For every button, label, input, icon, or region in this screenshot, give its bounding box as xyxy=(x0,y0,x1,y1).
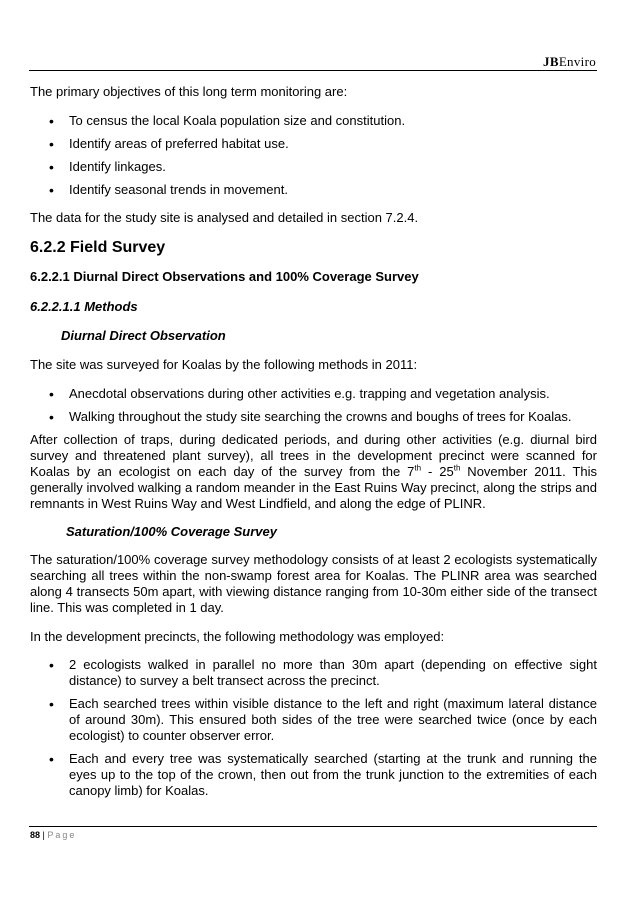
methods-list xyxy=(30,386,597,425)
footer-separator: | xyxy=(40,830,48,840)
list-item: • 2 ecologists walked in parallel no more than 30m apart (depending on effective sight distance) to survey a belt transect across the precinct. xyxy=(30,657,597,689)
page-body xyxy=(30,84,597,799)
intro-text: The primary objectives of this long term monitoring are: xyxy=(30,84,348,99)
list-item: • Walking throughout the study site searching the crowns and boughs of trees for Koalas. xyxy=(30,409,597,425)
development-text: In the development precincts, the following methodology was employed: xyxy=(30,629,445,644)
list-item: • To census the local Koala population size and constitution. xyxy=(30,113,597,129)
header-brand xyxy=(543,54,596,70)
dev-steps-list xyxy=(30,657,597,799)
objectives-list xyxy=(30,113,597,198)
list-item: • Each and every tree was systematically searched (starting at the trunk and running the eyes up to the top of the crown, then out from the trunk junction to the extremities of each canopy limb) for Koalas. xyxy=(30,751,597,799)
subheading-diurnal: Diurnal Direct Observation xyxy=(61,328,226,343)
list-item: • Identify seasonal trends in movement. xyxy=(30,182,597,198)
after-text-2: - 25 xyxy=(421,464,454,479)
heading-diurnal: 6.2.2.1 Diurnal Direct Observations and 100% Coverage Survey xyxy=(30,269,419,284)
list-item: • Identify linkages. xyxy=(30,159,597,175)
heading-methods: 6.2.2.1.1 Methods xyxy=(30,299,138,314)
heading-field-survey: 6.2.2 Field Survey xyxy=(30,239,166,256)
page-label: Page xyxy=(47,830,77,840)
page-number: 88 xyxy=(30,830,41,840)
after-text-3: November 2011. This generally involved walking a random meander in the East Ruins Way precinct, along the strips and remnants in West Ruins Way and West Lindfield, and along the edge of PLINR. xyxy=(30,464,598,511)
footer-rule xyxy=(29,826,597,827)
subheading-saturation: Saturation/100% Coverage Survey xyxy=(66,524,277,539)
after-paragraph xyxy=(30,432,597,512)
brand-bold: JB xyxy=(543,54,559,69)
header-rule xyxy=(29,70,597,71)
surveyed-text: The site was surveyed for Koalas by the following methods in 2011: xyxy=(30,357,418,372)
page-footer xyxy=(30,830,76,840)
list-item: • Anecdotal observations during other activities e.g. trapping and vegetation analysis. xyxy=(30,386,597,402)
list-item: • Identify areas of preferred habitat use. xyxy=(30,136,597,152)
analysed-text: The data for the study site is analysed and detailed in section 7.2.4. xyxy=(30,210,419,225)
after-sup-2: th xyxy=(453,463,461,473)
after-text-1: After collection of traps, during dedicated periods, and during other activities (e.g. diurnal bird survey and threatened plant survey), all trees in the development precinct were scanned for Koalas by an ecologist on each day of the survey from the 7 xyxy=(30,432,597,479)
brand-rest: Enviro xyxy=(558,54,596,69)
list-item: • Each searched trees within visible distance to the left and right (maximum lateral distance of around 30m). This ensured both sides of the tree were searched twice (once by each ecologist) to counter observer error. xyxy=(30,696,597,744)
saturation-paragraph: The saturation/100% coverage survey methodology consists of at least 2 ecologists systematically searching all trees within the non-swamp forest area for Koalas. The PLINR area was searched along 4 transects 50m apart, with viewing distance ranging from 10-30m either side of the transect line. This was completed in 1 day. xyxy=(30,552,597,615)
after-sup-1: th xyxy=(414,463,422,473)
